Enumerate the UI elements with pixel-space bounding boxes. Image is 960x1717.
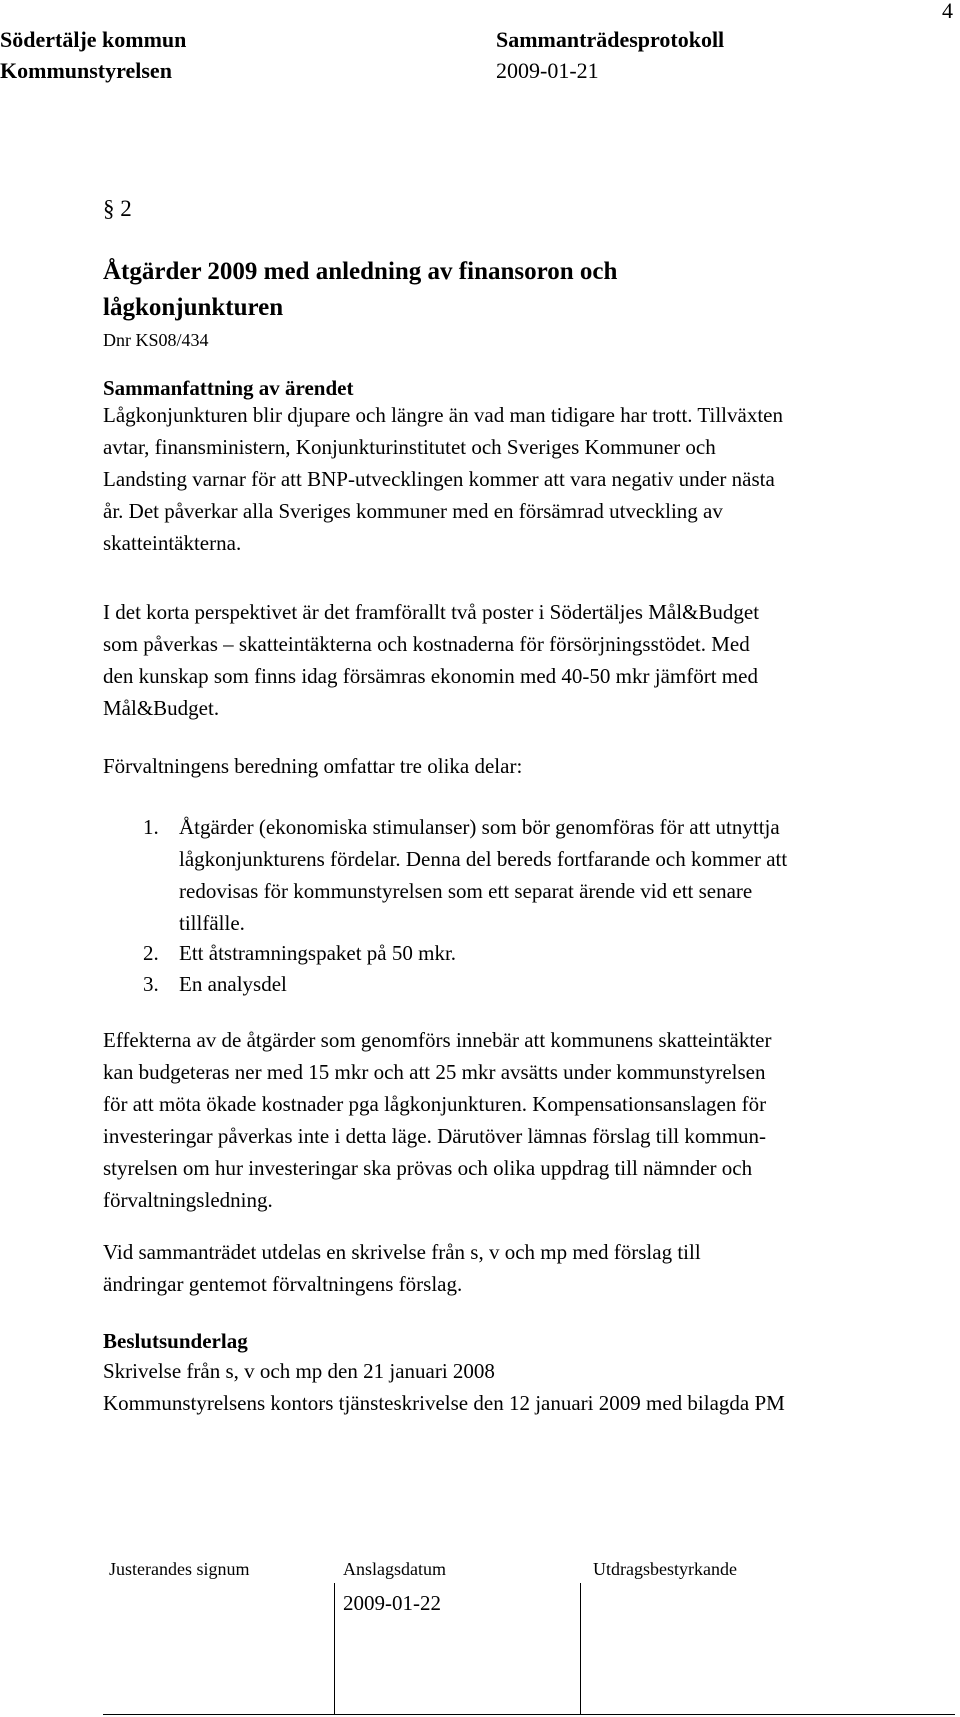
text-line: avtar, finansministern, Konjunkturinstitutet och Sveriges Kommuner och [103, 435, 716, 459]
text-line: Kommunstyrelsens kontors tjänsteskrivelse den 12 januari 2009 med bilagda PM [103, 1391, 785, 1415]
text-line: skatteintäkterna. [103, 531, 242, 555]
text-line: lågkonjunkturens fördelar. Denna del bereds fortfarande och kommer att [179, 847, 788, 871]
signum-label: Justerandes signum [109, 1559, 250, 1579]
text-line: redovisas för kommunstyrelsen som ett separat ärende vid ett senare [179, 879, 753, 903]
text-line: En analysdel [179, 972, 287, 996]
text-line: Mål&Budget. [103, 696, 220, 720]
list-item-1 [179, 811, 787, 939]
list-number-2: 2. [143, 941, 159, 965]
list-number-3: 3. [143, 972, 159, 996]
text-line: Lågkonjunkturen blir djupare och längre än vad man tidigare har trott. Tillväxten [103, 403, 783, 427]
summary-paragraph-4 [103, 1024, 771, 1216]
text-line: den kunskap som finns idag försämras ekonomin med 40-50 mkr jämfört med [103, 664, 758, 688]
header-body: Kommunstyrelsen [0, 58, 172, 83]
summary-paragraph-3 [103, 750, 522, 782]
text-line: som påverkas – skatteintäkterna och kostnaderna för försörjningsstödet. Med [103, 632, 750, 656]
text-line: I det korta perspektivet är det framförallt två poster i Södertäljes Mål&Budget [103, 600, 760, 624]
text-line: tillfälle. [179, 911, 245, 935]
footer-divider-left [334, 1583, 335, 1715]
text-line: investeringar påverkas inte i detta läge. Därutöver lämnas förslag till kommun- [103, 1124, 767, 1148]
text-line: Förvaltningens beredning omfattar tre olika delar: [103, 754, 523, 778]
summary-paragraph-2 [103, 596, 759, 724]
footer-divider-right [580, 1583, 581, 1715]
footer-bottom-rule [103, 1714, 955, 1715]
summary-paragraph-5 [103, 1236, 701, 1300]
dnr: Dnr KS08/434 [103, 330, 209, 350]
basis-list [103, 1355, 785, 1419]
text-line: år. Det påverkar alla Sveriges kommuner med en försämrad utveckling av [103, 499, 723, 523]
page-number: 4 [942, 0, 953, 23]
list-number-1: 1. [143, 815, 159, 839]
text-line: förvaltningsledning. [103, 1188, 273, 1212]
anslag-date: 2009-01-22 [343, 1591, 441, 1615]
summary-paragraph-1 [103, 399, 783, 559]
text-line: Ett åtstramningspaket på 50 mkr. [179, 941, 457, 965]
paragraph-ref: § 2 [103, 196, 132, 221]
utdrag-label: Utdragsbestyrkande [593, 1559, 737, 1579]
header-org: Södertälje kommun [0, 27, 187, 52]
list-item-3 [179, 968, 287, 1000]
section-title-line-1: Åtgärder 2009 med anledning av finansoron och [103, 258, 618, 285]
text-line: Effekterna av de åtgärder som genomförs innebär att kommunens skatteintäkter [103, 1028, 772, 1052]
list-item-2 [179, 937, 456, 969]
header-doc-type: Sammanträdesprotokoll [496, 27, 725, 52]
text-line: Åtgärder (ekonomiska stimulanser) som bör genomföras för att utnyttja [179, 815, 780, 839]
text-line: ändringar gentemot förvaltningens förslag. [103, 1272, 463, 1296]
text-line: för att möta ökade kostnader pga lågkonjunkturen. Kompensationsanslagen för [103, 1092, 767, 1116]
text-line: styrelsen om hur investeringar ska prövas och olika uppdrag till nämnder och [103, 1156, 753, 1180]
text-line: Vid sammanträdet utdelas en skrivelse från s, v och mp med förslag till [103, 1240, 701, 1264]
summary-heading: Sammanfattning av ärendet [103, 376, 354, 400]
text-line: Landsting varnar för att BNP-utvecklingen kommer att vara negativ under nästa [103, 467, 775, 491]
text-line: Skrivelse från s, v och mp den 21 januari 2008 [103, 1359, 495, 1383]
header-date: 2009-01-21 [496, 58, 599, 83]
text-line: kan budgeteras ner med 15 mkr och att 25 mkr avsätts under kommunstyrelsen [103, 1060, 766, 1084]
anslag-label: Anslagsdatum [343, 1559, 446, 1579]
basis-heading: Beslutsunderlag [103, 1329, 248, 1353]
section-title-line-2: lågkonjunkturen [103, 294, 284, 321]
